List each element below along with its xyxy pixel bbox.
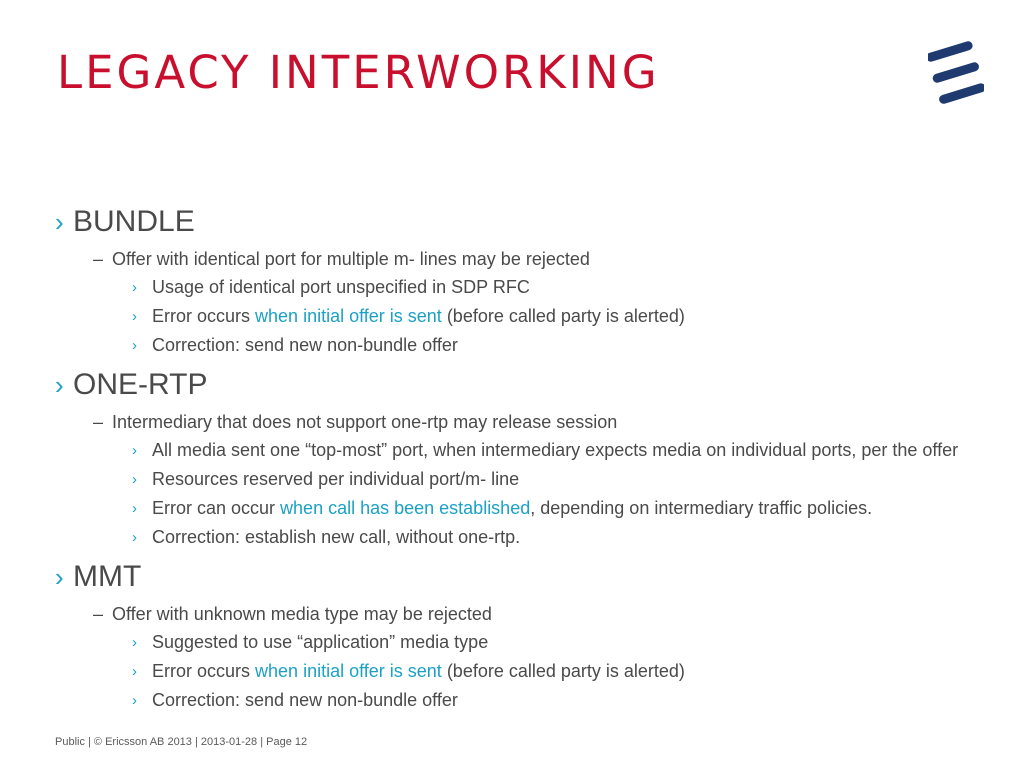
slide-title: LEGACY INTERWORKING	[57, 46, 660, 99]
detail-bullet: › Correction: send new non-bundle offer	[132, 335, 458, 355]
detail-bullet: › Suggested to use “application” media type	[132, 632, 489, 652]
sub-bullet: – Offer with identical port for multiple m- lines may be rejected	[93, 249, 590, 269]
detail-bullet: › Error occurs when initial offer is sent (before called party is alerted)	[132, 306, 685, 326]
chevron-right-icon: ›	[132, 471, 137, 488]
chevron-right-icon: ›	[132, 692, 137, 709]
sub-bullet: – Intermediary that does not support one-rtp may release session	[93, 412, 618, 432]
sub-bullet: – Offer with unknown media type may be rejected	[93, 604, 492, 624]
chevron-right-icon: ›	[55, 562, 64, 592]
highlight-text: when initial offer is sent	[255, 661, 442, 681]
detail-bullet: › Correction: send new non-bundle offer	[132, 690, 458, 710]
chevron-right-icon: ›	[132, 308, 137, 325]
highlight-text: when call has been established	[280, 498, 531, 518]
detail-bullet: › Error occurs when initial offer is sent (before called party is alerted)	[132, 661, 685, 681]
chevron-right-icon: ›	[132, 529, 137, 546]
chevron-right-icon: ›	[132, 279, 137, 296]
dash-icon: –	[93, 412, 104, 432]
slide-footer: Public | © Ericsson AB 2013 | 2013-01-28 | Page 12	[55, 736, 308, 748]
detail-bullet: › Error can occur when call has been established, depending on intermediary traffic policies.	[132, 498, 873, 518]
detail-bullet: › Usage of identical port unspecified in SDP RFC	[132, 277, 530, 297]
dash-icon: –	[93, 604, 104, 624]
detail-bullet: › All media sent one “top-most” port, when intermediary expects media on individual ports, per the offer	[132, 440, 959, 460]
chevron-right-icon: ›	[55, 207, 64, 237]
section-heading-bundle: › BUNDLE	[55, 205, 195, 238]
highlight-text: when initial offer is sent	[255, 306, 442, 326]
slide-content	[55, 205, 975, 712]
ericsson-logo-icon	[928, 40, 984, 106]
chevron-right-icon: ›	[132, 337, 137, 354]
dash-icon: –	[93, 249, 104, 269]
chevron-right-icon: ›	[132, 634, 137, 651]
detail-bullet: › Resources reserved per individual port/m- line	[132, 469, 520, 489]
section-heading-mmt: › MMT	[55, 560, 142, 593]
chevron-right-icon: ›	[132, 663, 137, 680]
chevron-right-icon: ›	[55, 370, 64, 400]
chevron-right-icon: ›	[132, 500, 137, 517]
detail-bullet: › Correction: establish new call, without one-rtp.	[132, 527, 521, 547]
section-heading-one-rtp: › ONE-RTP	[55, 368, 208, 401]
chevron-right-icon: ›	[132, 442, 137, 459]
